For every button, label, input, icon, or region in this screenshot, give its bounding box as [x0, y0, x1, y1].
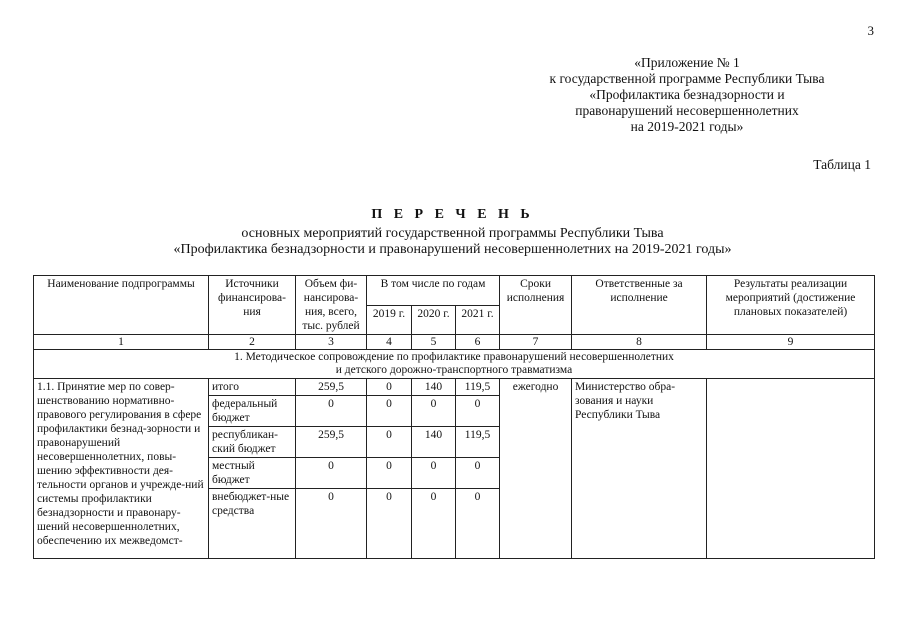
- document-subtitle: основных мероприятий государственной программы Республики Тыва: [241, 226, 664, 241]
- column-number: 2: [209, 335, 296, 350]
- column-number: 5: [412, 335, 456, 350]
- year-2019-cell: 0: [367, 458, 412, 489]
- document-program-name: «Профилактика безнадзорности и правонарушений несовершеннолетних на 2019-2021 годы»: [173, 242, 732, 257]
- section-title: [34, 350, 875, 379]
- appendix-line: на 2019-2021 годы»: [630, 119, 744, 134]
- measure-name: 1.1. Принятие мер по совер-шенствованию нормативно-правового регулирования в сфере профилактики безнад-зорности и правонарушений несовершеннолетних, повы-шению эффективности дея-тельности органов и учрежде-ний системы профилактики безнадзорности и правонару-шений несовершеннолетних, обеспечению их межведомст-: [34, 379, 209, 559]
- year-2021-cell: 119,5: [456, 427, 500, 458]
- year-2020-cell: 140: [412, 427, 456, 458]
- appendix-block: [507, 55, 867, 135]
- responsible-cell: Министерство обра-зования и науки Республики Тыва: [572, 379, 707, 559]
- header-responsible: Ответственные за исполнение: [572, 276, 707, 335]
- header-year-2021: 2021 г.: [456, 305, 500, 335]
- year-2020-cell: 0: [412, 396, 456, 427]
- total-cell: 259,5: [296, 379, 367, 396]
- column-number: 7: [500, 335, 572, 350]
- column-number: 3: [296, 335, 367, 350]
- source-cell: внебюджет-ные средства: [209, 489, 296, 559]
- source-cell: итого: [209, 379, 296, 396]
- term-cell: ежегодно: [500, 379, 572, 559]
- section-title-line: и детского дорожно-транспортного травматизма: [335, 364, 573, 376]
- source-cell: местный бюджет: [209, 458, 296, 489]
- year-2020-cell: 140: [412, 379, 456, 396]
- header-year-2020: 2020 г.: [412, 305, 456, 335]
- appendix-line: «Профилактика безнадзорности и: [589, 87, 785, 102]
- results-cell: [707, 379, 875, 559]
- year-2021-cell: 119,5: [456, 379, 500, 396]
- year-2021-cell: 0: [456, 396, 500, 427]
- total-cell: 0: [296, 458, 367, 489]
- header-volume: Объем фи-нансирова-ния, всего, тыс. рублей: [296, 276, 367, 335]
- page-number: 3: [867, 23, 874, 38]
- source-cell: республикан-ский бюджет: [209, 427, 296, 458]
- year-2021-cell: 0: [456, 489, 500, 559]
- header-by-years: В том числе по годам: [367, 276, 500, 306]
- year-2019-cell: 0: [367, 396, 412, 427]
- column-number: 1: [34, 335, 209, 350]
- header-terms: Сроки исполнения: [500, 276, 572, 335]
- table-header-row: [34, 276, 875, 306]
- table-row: [34, 379, 875, 396]
- header-subprogram: Наименование подпрограммы: [34, 276, 209, 335]
- year-2021-cell: 0: [456, 458, 500, 489]
- header-sources: Источники финансирова-ния: [209, 276, 296, 335]
- year-2019-cell: 0: [367, 379, 412, 396]
- year-2019-cell: 0: [367, 427, 412, 458]
- column-number: 6: [456, 335, 500, 350]
- appendix-line: «Приложение № 1: [634, 55, 740, 70]
- total-cell: 0: [296, 489, 367, 559]
- total-cell: 259,5: [296, 427, 367, 458]
- year-2020-cell: 0: [412, 489, 456, 559]
- measures-table: [33, 275, 875, 559]
- section-title-line: 1. Методическое сопровождение по профилактике правонарушений несовершеннолетних: [234, 351, 674, 363]
- header-year-2019: 2019 г.: [367, 305, 412, 335]
- year-2020-cell: 0: [412, 458, 456, 489]
- document-title: П Е Р Е Ч Е Н Ь: [371, 207, 534, 222]
- year-2019-cell: 0: [367, 489, 412, 559]
- column-number: 4: [367, 335, 412, 350]
- column-number: 8: [572, 335, 707, 350]
- source-cell: федеральный бюджет: [209, 396, 296, 427]
- total-cell: 0: [296, 396, 367, 427]
- section-row: [34, 350, 875, 379]
- appendix-line: к государственной программе Республики Тыва: [549, 71, 825, 86]
- document-heading: [0, 207, 905, 258]
- header-results: Результаты реализации мероприятий (достижение плановых показателей): [707, 276, 875, 335]
- table-label: Таблица 1: [813, 157, 871, 172]
- column-number-row: [34, 335, 875, 350]
- appendix-line: правонарушений несовершеннолетних: [575, 103, 799, 118]
- column-number: 9: [707, 335, 875, 350]
